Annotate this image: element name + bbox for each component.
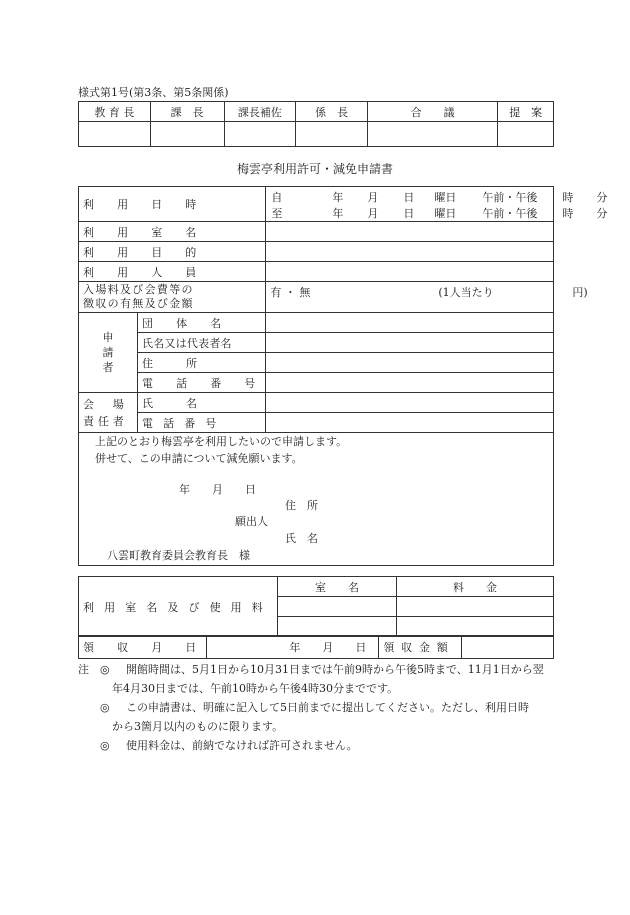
receipt-table xyxy=(78,635,554,659)
note-2-line2: から3箇月以内のものに限ります。 xyxy=(112,720,284,733)
venue-phone-field[interactable] xyxy=(266,413,554,433)
receipt-amount-label: 領 収 金 額 xyxy=(379,636,462,659)
declaration-applicant: 願出人 xyxy=(235,515,268,528)
fee-amount-cell[interactable] xyxy=(397,617,554,637)
name-rep-field[interactable] xyxy=(266,333,554,353)
people-label: 利 用 人 員 xyxy=(79,262,266,282)
fee-label-line2: 徴収の有無及び金額 xyxy=(83,297,194,310)
datetime-label: 利 用 日 時 xyxy=(79,187,266,222)
declaration-name: 氏 名 xyxy=(285,532,318,545)
fee-table xyxy=(78,576,554,637)
fee-yen: 円) xyxy=(572,286,588,299)
fee-header: 料 金 xyxy=(397,577,554,597)
note-1-line2: 年4月30日までは、午前10時から午後4時30分までです。 xyxy=(112,682,399,695)
page-title: 梅雲亭利用許可・減免申請書 xyxy=(236,162,393,176)
stamp-cell[interactable] xyxy=(79,122,151,147)
application-table xyxy=(78,186,608,566)
approval-header-section-chief: 課 長 xyxy=(150,102,224,122)
note-mark-1: ◎ xyxy=(100,663,110,676)
stamp-cell[interactable] xyxy=(368,122,498,147)
venue-name-label: 氏 名 xyxy=(138,393,266,413)
receipt-date-label: 領 収 月 日 xyxy=(79,636,207,659)
note-mark-2: ◎ xyxy=(100,701,110,714)
people-field[interactable] xyxy=(266,262,554,282)
applicant-phone-row xyxy=(79,373,554,393)
approval-header-assistant-chief: 課長補佐 xyxy=(224,102,296,122)
stamp-cell[interactable] xyxy=(150,122,224,147)
fee-row xyxy=(79,282,554,313)
declaration-address: 住 所 xyxy=(285,499,318,512)
to-ampm: 午前・午後 xyxy=(482,207,538,220)
address-field[interactable] xyxy=(266,353,554,373)
note-1-line1: 開館時間は、5月1日から10月31日までは午前9時から午後5時まで、11月1日から翌 xyxy=(126,663,544,676)
purpose-row xyxy=(79,242,554,262)
fee-per-person: (1人当たり xyxy=(438,286,494,299)
purpose-label: 利 用 目 的 xyxy=(79,242,266,262)
fee-choice[interactable]: 有 ・ 無 xyxy=(270,286,311,299)
approval-table xyxy=(78,101,554,147)
note-2-line1: この申請書は、明確に記入して5日前までに提出してください。ただし、利用日時 xyxy=(126,701,529,714)
receipt-row xyxy=(79,636,554,659)
applicant-org-row xyxy=(79,313,554,333)
datetime-row xyxy=(79,187,554,222)
stamp-cell[interactable] xyxy=(224,122,296,147)
from-month: 月 xyxy=(367,191,379,204)
from-prefix: 自 xyxy=(271,191,283,204)
form-id: 様式第1号(第3条、第5条関係) xyxy=(78,86,229,99)
phone-field[interactable] xyxy=(266,373,554,393)
room-header: 室 名 xyxy=(278,577,397,597)
to-month: 月 xyxy=(367,207,379,220)
from-weekday: 曜日 xyxy=(434,191,457,204)
fee-field[interactable] xyxy=(266,282,588,313)
approval-header-superintendent: 教 育 長 xyxy=(79,102,151,122)
datetime-field[interactable] xyxy=(266,187,608,222)
room-label: 利 用 室 名 xyxy=(79,222,266,242)
venue-manager-label: 会 場 責任者 xyxy=(79,393,138,433)
fee-label xyxy=(79,282,266,313)
to-year: 年 xyxy=(332,207,344,220)
stamp-cell[interactable] xyxy=(498,122,554,147)
fee-label-line1: 入場料及び会費等の xyxy=(83,283,194,296)
to-weekday: 曜日 xyxy=(434,207,457,220)
to-day: 日 xyxy=(403,207,415,220)
approval-header-consultation: 合 議 xyxy=(368,102,498,122)
declaration-date[interactable]: 年 月 日 xyxy=(179,483,256,496)
from-hour: 時 xyxy=(562,191,574,204)
room-name-cell[interactable] xyxy=(278,617,397,637)
declaration-cell xyxy=(79,433,554,566)
notes xyxy=(78,660,558,755)
to-minute: 分 xyxy=(596,207,608,220)
applicant-name-row xyxy=(79,333,554,353)
people-row xyxy=(79,262,554,282)
applicant-address-row xyxy=(79,353,554,373)
declaration-addressee: 八雲町教育委員会教育長 様 xyxy=(107,549,250,562)
note-mark-3: ◎ xyxy=(100,739,110,752)
room-field[interactable] xyxy=(266,222,554,242)
venue-name-row xyxy=(79,393,554,413)
stamp-cell[interactable] xyxy=(296,122,368,147)
approval-header-row xyxy=(79,102,554,122)
applicant-label: 申請者 xyxy=(79,313,138,393)
to-hour: 時 xyxy=(562,207,574,220)
room-fee-label: 利 用 室 名 及 び 使 用 料 xyxy=(79,577,278,637)
room-name-cell[interactable] xyxy=(278,597,397,617)
venue-name-field[interactable] xyxy=(266,393,554,413)
note-3: 使用料金は、前納でなければ許可されません。 xyxy=(126,739,358,752)
approval-stamp-row xyxy=(79,122,554,147)
org-label: 団 体 名 xyxy=(138,313,266,333)
fee-amount-cell[interactable] xyxy=(397,597,554,617)
address-label: 住 所 xyxy=(138,353,266,373)
to-prefix: 至 xyxy=(271,207,283,220)
from-minute: 分 xyxy=(596,191,608,204)
venue-phone-label: 電 話 番 号 xyxy=(138,413,266,433)
from-ampm: 午前・午後 xyxy=(482,191,538,204)
declaration-row xyxy=(79,433,554,566)
purpose-field[interactable] xyxy=(266,242,554,262)
phone-label: 電 話 番 号 xyxy=(138,373,266,393)
name-rep-label: 氏名又は代表者名 xyxy=(138,333,266,353)
from-day: 日 xyxy=(403,191,415,204)
from-year: 年 xyxy=(332,191,344,204)
approval-header-subsection-chief: 係 長 xyxy=(296,102,368,122)
receipt-date-field[interactable]: 年 月 日 xyxy=(207,636,379,659)
venue-phone-row xyxy=(79,413,554,433)
fee-header-row xyxy=(79,577,554,597)
declaration-line1: 上記のとおり梅雲亭を利用したいので申請します。 xyxy=(95,435,348,448)
declaration-line2: 併せて、この申請について減免願います。 xyxy=(95,452,303,465)
receipt-amount-field[interactable] xyxy=(462,636,554,659)
org-field[interactable] xyxy=(266,313,554,333)
room-row xyxy=(79,222,554,242)
notes-prefix: 注 xyxy=(78,663,89,676)
approval-header-proposal: 提 案 xyxy=(498,102,554,122)
